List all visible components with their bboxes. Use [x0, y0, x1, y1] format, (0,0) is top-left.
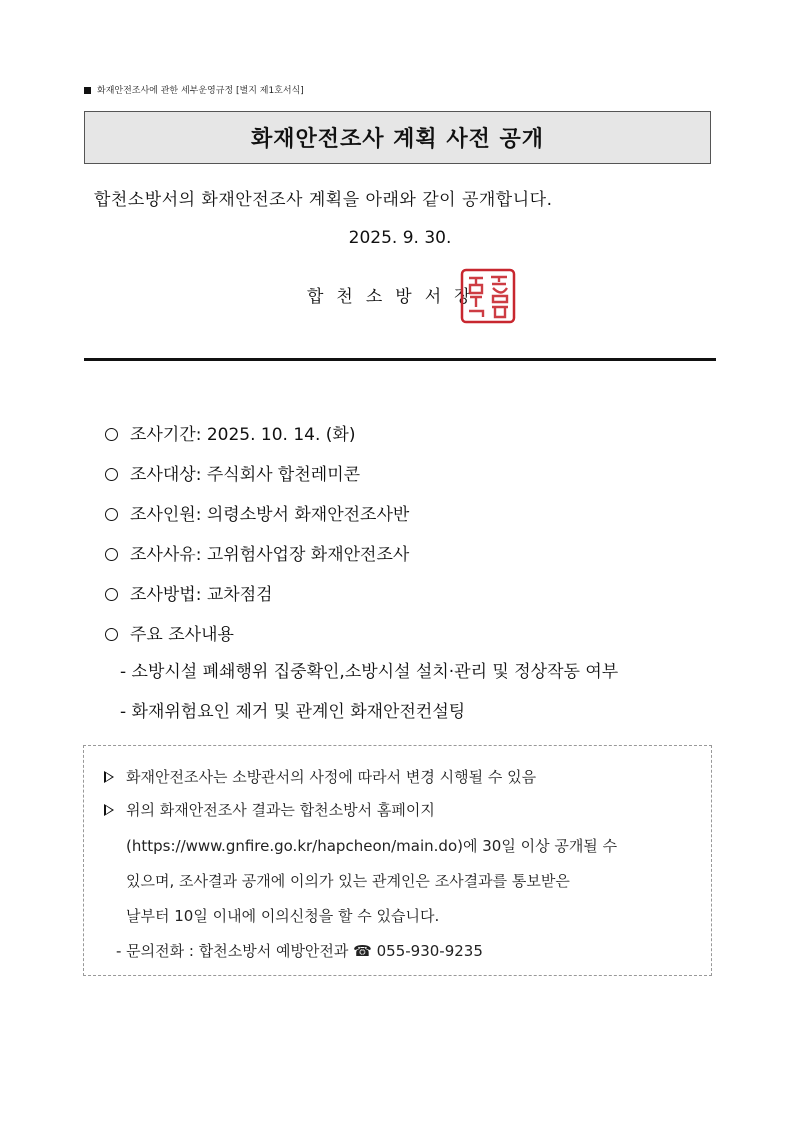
circle-bullet-icon [105, 588, 118, 601]
form-reference [84, 83, 304, 96]
title-box [84, 111, 711, 164]
triangle-bullet-icon [104, 804, 114, 816]
contact-line: - 문의전화 : 합천소방서 예방안전과 ☎ 055-930-9235 [116, 942, 483, 960]
item-value: 주식회사 합천레미콘 [206, 465, 361, 485]
circle-bullet-icon [105, 548, 118, 561]
official-seal-icon [459, 268, 517, 324]
main-content-list [120, 660, 618, 740]
item-label: 조사대상 [130, 465, 196, 485]
intro-text: 합천소방서의 화재안전조사 계획을 아래와 같이 공개합니다. [94, 190, 553, 210]
main-content-label: 주요 조사내용 [130, 625, 234, 645]
announcement-date: 2025. 9. 30. [348, 228, 452, 248]
issuer-name: 합천소방서장 [307, 287, 484, 307]
list-item: 조사기간: 2025. 10. 14. (화) [105, 423, 409, 463]
circle-bullet-icon [105, 428, 118, 441]
item-label: 조사방법 [130, 585, 196, 605]
item-label: 조사인원 [130, 505, 196, 525]
triangle-bullet-icon [104, 771, 114, 783]
circle-bullet-icon [105, 628, 118, 641]
item-label: 조사사유 [130, 545, 196, 565]
list-item: 조사인원: 의령소방서 화재안전조사반 [105, 503, 409, 543]
item-value: 교차점검 [206, 585, 273, 605]
note-1-text: 화재안전조사는 소방관서의 사정에 따라서 변경 시행될 수 있음 [126, 768, 537, 786]
form-reference-text: 화재안전조사에 관한 세부운영규정 [별지 제1호서식] [97, 86, 304, 96]
item-label: 조사기간 [130, 425, 196, 445]
survey-details-list [105, 423, 409, 663]
list-item: - 소방시설 폐쇄행위 집중확인,소방시설 설치·관리 및 정상작동 여부 [120, 662, 619, 682]
note-2-text: 위의 화재안전조사 결과는 합천소방서 홈페이지 [126, 801, 435, 819]
list-item [105, 623, 409, 663]
divider [84, 358, 716, 361]
note-2-line-4: 날부터 10일 이내에 이의신청을 할 수 있습니다. [126, 907, 440, 925]
item-value: 고위험사업장 화재안전조사 [206, 545, 410, 565]
note-2-line-3: 있으며, 조사결과 공개에 이의가 있는 관계인은 조사결과를 통보받은 [126, 872, 570, 890]
notes-box [83, 745, 712, 976]
square-bullet-icon [84, 87, 91, 94]
list-item: 조사방법: 교차점검 [105, 583, 409, 623]
list-item: - 화재위험요인 제거 및 관계인 화재안전컨설팅 [120, 702, 466, 722]
item-value: 2025. 10. 14. (화) [206, 425, 356, 445]
note-1 [104, 766, 536, 787]
item-value: 의령소방서 화재안전조사반 [206, 505, 410, 525]
list-item: 조사사유: 고위험사업장 화재안전조사 [105, 543, 409, 583]
note-2 [104, 799, 435, 820]
circle-bullet-icon [105, 508, 118, 521]
circle-bullet-icon [105, 468, 118, 481]
page-title: 화재안전조사 계획 사전 공개 [250, 127, 544, 152]
list-item: 조사대상: 주식회사 합천레미콘 [105, 463, 409, 503]
note-2-line-2: (https://www.gnfire.go.kr/hapcheon/main.do)에 30일 이상 공개될 수 [126, 837, 618, 855]
